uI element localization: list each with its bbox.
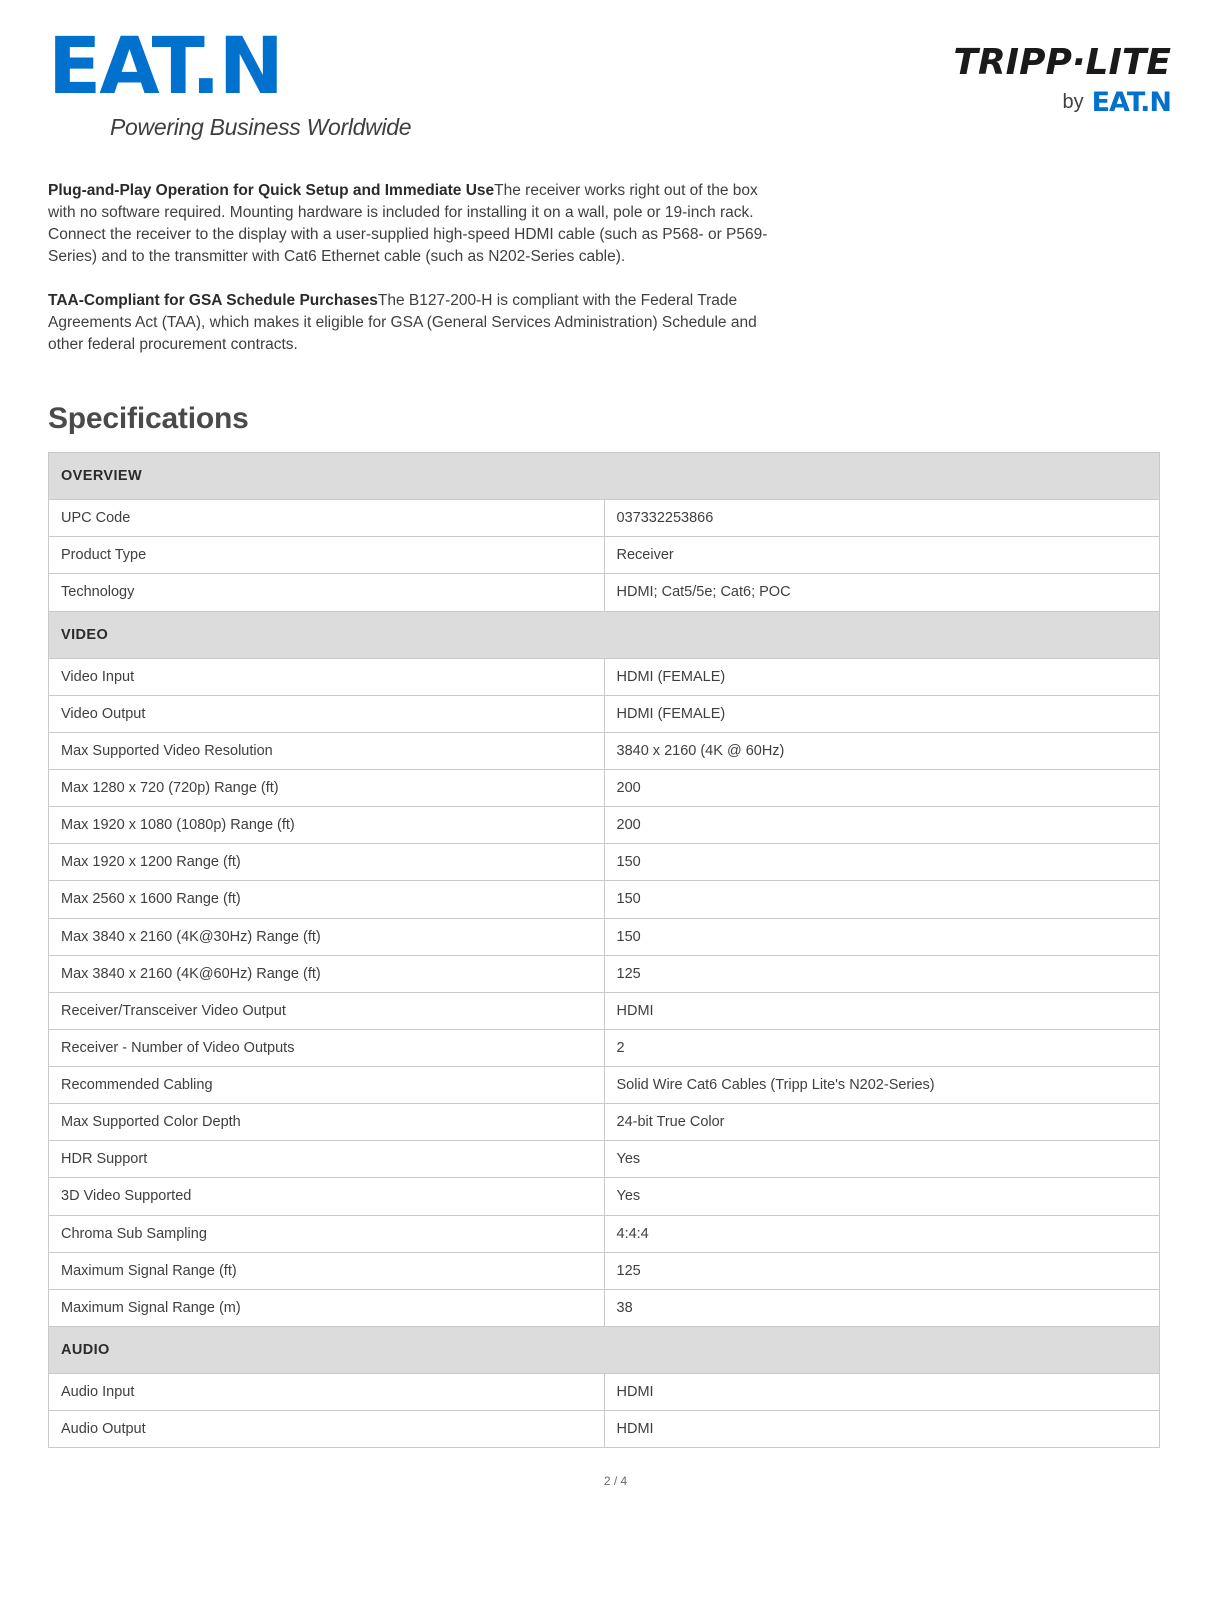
- spec-label: Audio Output: [49, 1411, 605, 1448]
- table-row: [49, 537, 1160, 574]
- eaton-small-wordmark-icon: EAT.N: [1091, 87, 1171, 118]
- table-section-header: [49, 611, 1160, 658]
- table-row: [49, 1029, 1160, 1066]
- spec-value: HDMI; Cat5/5e; Cat6; POC: [604, 574, 1160, 611]
- table-row: [49, 695, 1160, 732]
- spec-label: Max 1280 x 720 (720p) Range (ft): [49, 770, 605, 807]
- spec-label: Chroma Sub Sampling: [49, 1215, 605, 1252]
- section-label: VIDEO: [49, 611, 1160, 658]
- eaton-wordmark-icon: EAT.N: [48, 22, 282, 112]
- table-row: [49, 1252, 1160, 1289]
- table-row: [49, 918, 1160, 955]
- spec-value: 150: [604, 844, 1160, 881]
- feature-paragraph: [48, 290, 788, 356]
- spec-value: 150: [604, 881, 1160, 918]
- table-row: [49, 1374, 1160, 1411]
- table-row: [49, 1215, 1160, 1252]
- spec-label: Max 1920 x 1200 Range (ft): [49, 844, 605, 881]
- spec-value: 125: [604, 955, 1160, 992]
- spec-label: Video Output: [49, 695, 605, 732]
- spec-value: HDMI: [604, 992, 1160, 1029]
- document-content: [0, 180, 1231, 1448]
- byline-text: by: [1062, 91, 1084, 113]
- spec-value: 037332253866: [604, 500, 1160, 537]
- page-header: [0, 0, 1231, 180]
- tripp-lite-logo: [953, 30, 1171, 118]
- feature-text: The receiver works right out of the box with no software required. Mounting hardware is included for installing it on a wall, pole or 19-inch rack. Connect the receiver to the display with a user-supplied high-speed HDMI cable (such as P568- or P569-Series) and to the transmitter with Cat6 Ethernet cable (such as N202-Series cable).: [48, 182, 768, 265]
- feature-heading: Plug-and-Play Operation for Quick Setup and Immediate Use: [48, 182, 495, 199]
- spec-label: 3D Video Supported: [49, 1178, 605, 1215]
- spec-label: Max Supported Video Resolution: [49, 732, 605, 769]
- spec-value: 24-bit True Color: [604, 1104, 1160, 1141]
- table-row: [49, 1104, 1160, 1141]
- table-row: [49, 1178, 1160, 1215]
- spec-value: HDMI (FEMALE): [604, 658, 1160, 695]
- page-footer: [0, 1448, 1231, 1502]
- spec-value: Solid Wire Cat6 Cables (Tripp Lite's N202-Series): [604, 1067, 1160, 1104]
- table-row: [49, 955, 1160, 992]
- page-title: Specifications: [48, 402, 249, 435]
- spec-value: 2: [604, 1029, 1160, 1066]
- tripp-lite-byline: [953, 87, 1171, 118]
- eaton-tagline: Powering Business Worldwide: [110, 114, 412, 141]
- spec-label: Maximum Signal Range (ft): [49, 1252, 605, 1289]
- spec-label: Max 1920 x 1080 (1080p) Range (ft): [49, 807, 605, 844]
- spec-value: Yes: [604, 1141, 1160, 1178]
- table-row: [49, 1289, 1160, 1326]
- feature-paragraph: [48, 180, 788, 268]
- table-row: [49, 992, 1160, 1029]
- spec-label: Maximum Signal Range (m): [49, 1289, 605, 1326]
- spec-label: Max 3840 x 2160 (4K@60Hz) Range (ft): [49, 955, 605, 992]
- spec-label: Technology: [49, 574, 605, 611]
- spec-label: Audio Input: [49, 1374, 605, 1411]
- table-row: [49, 732, 1160, 769]
- table-row: [49, 574, 1160, 611]
- table-row: [49, 1067, 1160, 1104]
- spec-label: Product Type: [49, 537, 605, 574]
- spec-value: 125: [604, 1252, 1160, 1289]
- spec-value: HDMI: [604, 1411, 1160, 1448]
- table-row: [49, 658, 1160, 695]
- feature-heading: TAA-Compliant for GSA Schedule Purchases: [48, 292, 378, 309]
- spec-label: Max Supported Color Depth: [49, 1104, 605, 1141]
- feature-text: The B127-200-H is compliant with the Federal Trade Agreements Act (TAA), which makes it eligible for GSA (General Services Administration) Schedule and other federal procurement contracts.: [48, 292, 757, 353]
- spec-label: Receiver/Transceiver Video Output: [49, 992, 605, 1029]
- spec-value: 200: [604, 807, 1160, 844]
- spec-value: 3840 x 2160 (4K @ 60Hz): [604, 732, 1160, 769]
- spec-value: 200: [604, 770, 1160, 807]
- spec-value: HDMI: [604, 1374, 1160, 1411]
- spec-label: HDR Support: [49, 1141, 605, 1178]
- table-row: [49, 770, 1160, 807]
- table-row: [49, 1141, 1160, 1178]
- spec-label: Max 3840 x 2160 (4K@30Hz) Range (ft): [49, 918, 605, 955]
- spec-value: Receiver: [604, 537, 1160, 574]
- table-row: [49, 1411, 1160, 1448]
- spec-value: HDMI (FEMALE): [604, 695, 1160, 732]
- table-row: [49, 500, 1160, 537]
- section-label: OVERVIEW: [49, 453, 1160, 500]
- spec-value: 4:4:4: [604, 1215, 1160, 1252]
- table-row: [49, 844, 1160, 881]
- tripp-lite-wordmark-icon: TRIPP·LITE: [953, 42, 1171, 83]
- spec-label: Max 2560 x 1600 Range (ft): [49, 881, 605, 918]
- spec-value: 38: [604, 1289, 1160, 1326]
- page-indicator: 2 / 4: [603, 1474, 628, 1489]
- specifications-table: [48, 452, 1160, 1448]
- table-section-header: [49, 453, 1160, 500]
- table-row: [49, 881, 1160, 918]
- spec-value: 150: [604, 918, 1160, 955]
- spec-label: Video Input: [49, 658, 605, 695]
- spec-label: Receiver - Number of Video Outputs: [49, 1029, 605, 1066]
- table-row: [49, 807, 1160, 844]
- spec-label: Recommended Cabling: [49, 1067, 605, 1104]
- section-label: AUDIO: [49, 1326, 1160, 1373]
- spec-value: Yes: [604, 1178, 1160, 1215]
- eaton-logo: [48, 22, 412, 141]
- spec-label: UPC Code: [49, 500, 605, 537]
- table-section-header: [49, 1326, 1160, 1373]
